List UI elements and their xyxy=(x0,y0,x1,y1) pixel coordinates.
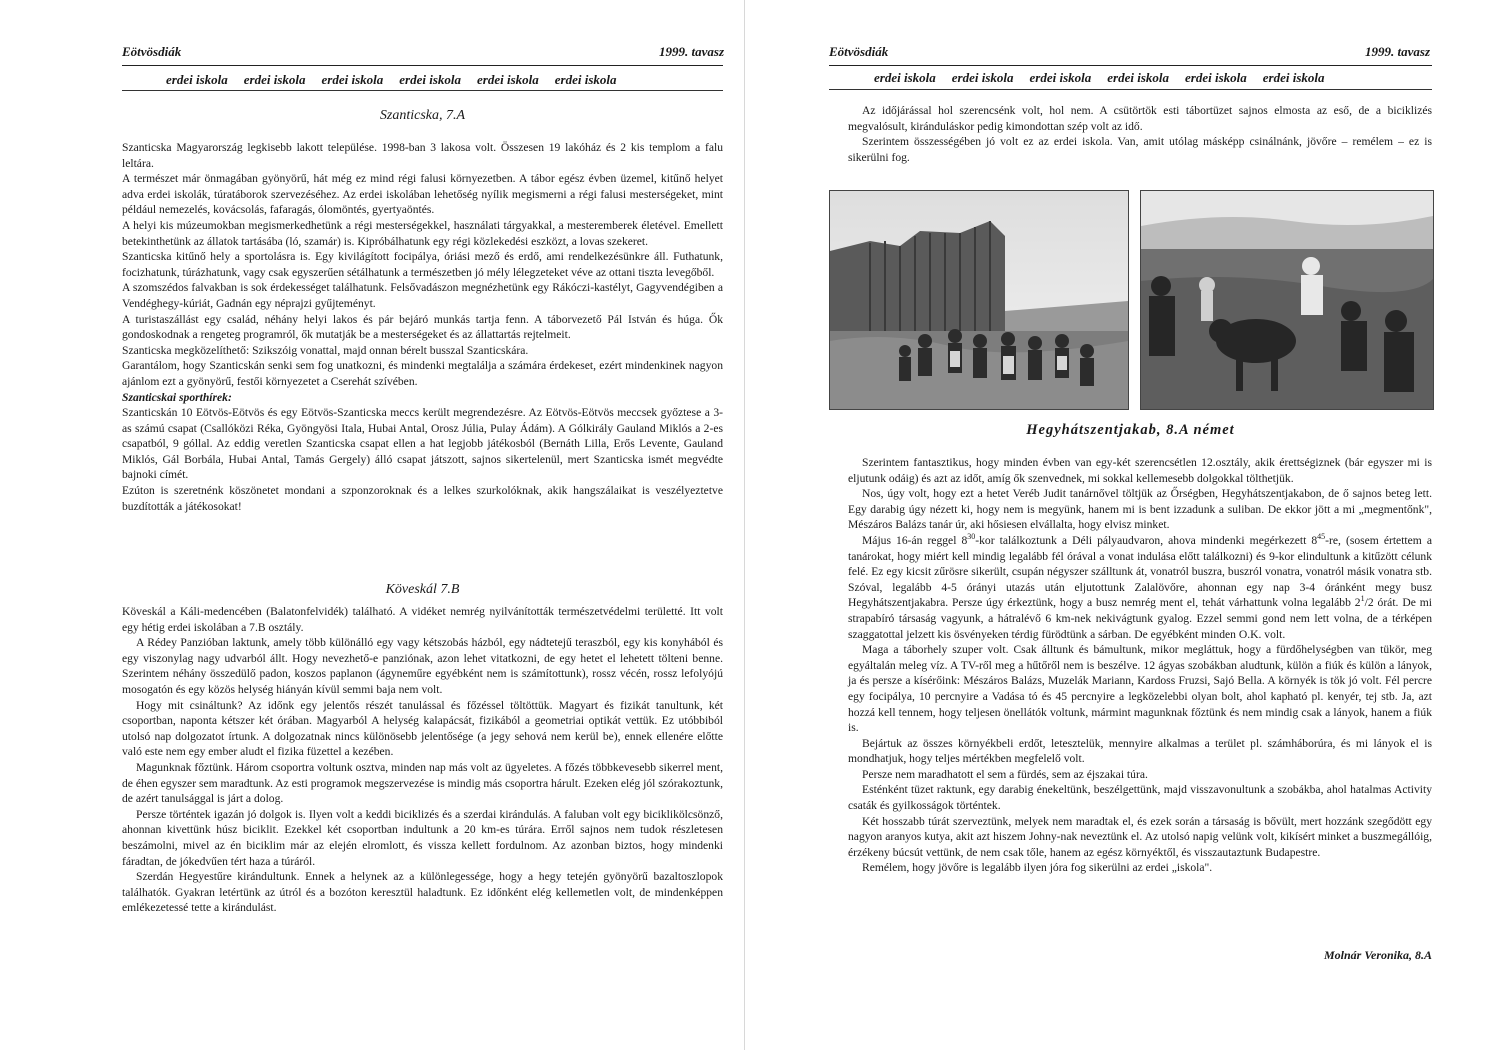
sub-heading: Szanticskai sporthírek: xyxy=(122,390,232,404)
header-title: Eötvösdiák xyxy=(122,44,182,59)
photo-cliff-group-image xyxy=(830,191,1128,409)
paragraph: Esténként tüzet raktunk, egy darabig énekeltünk, beszélgettünk, majd visszavonultunk a szobákba, ahol hatalmas Activity csaták és gyilkosságok történtek. xyxy=(848,783,1432,813)
section-tags xyxy=(166,72,633,88)
article-body xyxy=(848,455,1432,876)
paragraph: Persze nem maradhatott el sem a fürdés, sem az éjszakai túra. xyxy=(862,767,1148,781)
paragraph: Szerdán Hegyestűre kirándultunk. Ennek a helynek az a különlegessége, hogy a hegy tetején gyönyörű bazaltoszlopok találhatók. Gyakran letértünk az útról és a bozóton keresztül haladtunk. Ez időnként elég kellemetlen volt, de mindenképpen emlékezetessé tette a kirándulást. xyxy=(122,870,723,915)
paragraph: Maga a táborhely szuper volt. Csak álltunk és bámultunk, mikor megláttuk, hogy a fürdőhelységben van tükör, meg egyáltalán meleg víz. A TV-ről meg a hűtőről nem is beszélve. 12 ágyas szobákban aludtunk, külön a fiúk és külön a lányok, ja és persze a kísérőink: Mészáros Balázs, Muzelák Mariann, Kardoss Fruzsi, Sajó Bella. A környék is tök jó volt. Fél percre egy focipálya, 10 percnyire a Vadása tó és 45 percnyire a legközelebbi olyan bolt, ahol kapható pl. kenyér, tej stb. Ja, azt hozzá kell tennem, hogy teljesen önellátók voltunk, mármint magunknak főztünk és nem mindig csak a lányok, hanem a fiúk is. xyxy=(848,643,1432,735)
left-page xyxy=(0,0,744,1050)
photo-field-group xyxy=(1140,190,1434,410)
paragraph: Köveskál a Káli-medencében (Balatonfelvidék) található. A vidéket nemrég nyilvánították természetvédelmi területté. Itt volt egy hétig erdei iskolában a 7.B osztály. xyxy=(122,605,723,634)
paragraph: Remélem, hogy jövőre is legalább ilyen jóra fog sikerülni az erdei „iskola". xyxy=(862,861,1213,875)
photo-cliff-group xyxy=(829,190,1129,410)
section-tag: erdei iskola xyxy=(399,72,461,87)
paragraph: Szanticska kitűnő hely a sportolásra is. Egy kivilágított focipálya, óriási mező és erdő, ami rendelkezésünkre áll. Futhatunk, focizhatunk, túrázhatunk, vagy csak egyszerűen sétálhatunk a természetben jó mély lélegzeteket véve az ottani tiszta levegőből. xyxy=(122,250,723,279)
article-title: Szanticska, 7.A xyxy=(379,108,466,123)
header-title: Eötvösdiák xyxy=(829,44,889,59)
paragraph: Garantálom, hogy Szanticskán senki sem fog unatkozni, és mindenki megtalálja a számára érdekeset, ezért mindenkinek nagyon ajánlom ezt a gyönyörű, festői környezetet a Cserehát szívében. xyxy=(122,359,723,388)
paragraph: Ezúton is szeretnénk köszönetet mondani a szponzoroknak és a lelkes szurkolóknak, akik hangszálaikat is veszélyeztetve buzdították a játékosokat! xyxy=(122,484,723,513)
paragraph-travel: Május 16-án reggel $8^{30}$-kor találkoztunk a Déli pályaudvaron, ahova mindenki megérkezett $8^{45}-re$, (sosem értettem a tanárokat, hogy miért kell mindig legalább fél órával a vonat indulása előtt találkozni) és 9-kor elindultunk a kitűzött célunk felé. Ez egy kicsit zűrösre sikerült, csupán négyszer szálltunk át, vonatról buszra, buszról vonatra, vonatról másik vonatra stb. Szóval, legalább 4-5 órányi utazás után eljutottunk Zalalövőre, ahonnan egy nap 3-4 óránként megy busz Hegyhátszentjakabra. Persze úgy érkeztünk, hogy a busz nemrég ment el, tehát várhattunk volna legalább $2^1/2$ órát. De mi strapabíró társaság vagyunk, a hátralévő 6 km-nek nekivágtunk gyalog. Ezzel semmi gond nem lett volna, de a térképen szaggatottal jelzett kis ösvényeken térdig fürödtünk a sárban. De egyébként minden O.K. volt. xyxy=(848,532,1432,641)
header-rule xyxy=(829,65,1432,66)
section-tag: erdei iskola xyxy=(243,72,306,87)
section-tag: erdei iskola xyxy=(321,72,384,87)
article-body xyxy=(122,140,723,514)
paragraph: Az időjárással hol szerencsénk volt, hol nem. A csütörtök esti tábortüzet sajnos elmosta az eső, de a biciklizés megvalósult, kiránduláskor pedig kimondottan szép volt az idő. xyxy=(848,104,1432,133)
article-body xyxy=(122,604,723,916)
section-tag: erdei iskola xyxy=(554,72,617,87)
header-date: 1999. tavasz xyxy=(1365,44,1430,59)
paragraph: A természet már önmagában gyönyörű, hát még ez mind régi falusi környezetben. A tábor egész évben üzemel, kitűnő helyet adva erdei iskolák, túratáborok szervezéséhez. Az erdei iskolában lehetőség nyílik megismerni a régi falusi mesterségeket, mint például nemezelés, kovácsolás, fafaragás, ólomöntés, gyertyaöntés. xyxy=(122,172,723,217)
article-body xyxy=(848,103,1432,165)
section-tag: erdei iskola xyxy=(1029,70,1092,85)
header-date: 1999. tavasz xyxy=(659,44,724,59)
section-tag: erdei iskola xyxy=(166,72,228,87)
section-tag: erdei iskola xyxy=(874,70,936,85)
paragraph: A helyi kis múzeumokban megismerkedhetünk a régi mesterségekkel, használati tárgyakkal, a mesteremberek életével. Emellett betekinthetünk az állatok tartásába (ló, szamár) is. Kipróbálhatunk egy régi közlekedési eszközt, a lovas szekeret. xyxy=(122,218,723,248)
paragraph: Bejártuk az összes környékbeli erdőt, letesztelük, mennyire alkalmas a terület pl. számháborúra, és mi lányok el is mondhatjuk, hogy teljes mértékben megfelelő volt. xyxy=(848,736,1432,766)
author-signature: Molnár Veronika, 8.A xyxy=(1323,948,1432,962)
paragraph: Nos, úgy volt, hogy ezt a hetet Veréb Judit tanárnővel töltjük az Őrségben, Hegyhátszentjakabon, de ő sajnos beteg lett. Egy darabig úgy nézett ki, hogy nem is megyünk, hanem mi is bent izzadunk a suliban. De ekkor jött a mi „megmentőnk", Mészáros Balázs tanár úr, aki hősiesen elvállalta, hogy elvisz minket. xyxy=(848,487,1432,532)
paragraph: A szomszédos falvakban is sok érdekességet találhatunk. Felsővadászon megnézhetünk egy Rákóczi-kastélyt, Gagyvendégiben a Vendéghegy-kúriát, Gadnán egy néprajzi gyűjteményt. xyxy=(122,281,723,310)
paragraph: Szerintem összességében jó volt ez az erdei iskola. Van, amit utólag másképp csinálnánk, jövőre – remélem – ez is sikerülni fog. xyxy=(848,135,1432,164)
paragraph: A Rédey Panzióban laktunk, amely több különálló egy vagy kétszobás házból, egy nádtetejű teraszból, egy kis konyhából és egy viszonylag nagy udvarból állt. Hogy nevezhető-e panziónak, azon lehet vitatkozni, de egy hetet el lehetett tölteni benne. Szerintem néhány összedülő padon, koszos paplanon (ágyneműre egyébként nem is számítottunk), rossz vécén, rossz lefolyójú mosogatón és egy közös helység hiányán kívül semmi baja nem volt. xyxy=(122,636,723,696)
photo-field-group-image xyxy=(1141,191,1433,409)
section-tag: erdei iskola xyxy=(1107,70,1169,85)
header-rule xyxy=(122,65,723,66)
paragraph: A turistaszállást egy család, néhány helyi lakos és pár bejáró munkás tartja fenn. A táborvezető Pál István és húga. Ők gondoskodnak a rengeteg programról, ők mutatják be a mesterségeket és az állattartás rejtelmeit. xyxy=(122,312,723,342)
paragraph: Szanticska Magyarország legkisebb lakott települése. 1998-ban 3 lakosa volt. Összesen 19 lakóház és 2 kis templom a falu leltára. xyxy=(122,141,723,170)
paragraph: Persze történtek igazán jó dolgok is. Ilyen volt a keddi biciklizés és a szerdai kirándulás. A faluban volt egy biciklikölcsönző, ahonnan kivettünk húsz biciklit. Ezekkel két csoportban indultunk a 20 km-es túrára. Erről sajnos nem tudok részletesen beszámolni, mivel az én biciklim már az elején elromlott, és vissza kellett fordulnom. Az azonban biztos, hogy mindenki fáradtan, de jókedvűen tért haza a túráról. xyxy=(122,807,723,868)
article-title: Köveskál 7.B xyxy=(385,582,460,597)
paragraph: Két hosszabb túrát szerveztünk, melyek nem maradtak el, és ezek során a társaság is bővült, mert hozzánk szegődött egy nagyon aranyos kutya, akit azt hiszem Johny-nak neveztünk el. Az utolsó napig velünk volt, kikísért minket a buszmegállóig, érzékeny búcsút vettünk, de nem csak tőle, hanem az egész környéktől, és visszautaztunk Budapestre. xyxy=(848,814,1432,859)
article-title: Hegyhátszentjakab, 8.A német xyxy=(1026,422,1235,438)
tags-rule xyxy=(829,89,1432,90)
paragraph: Szanticskán 10 Eötvös-Eötvös és egy Eötvös-Szanticska meccs került megrendezésre. Az Eötvös-Eötvös meccsek győztese a 3-as számú csapat (Csallóközi Réka, Gyöngyösi Itala, Hubai Antal, Orosz Júlia, Pulay Ádám). A Gólkirály Gauland Miklós a 2-es csapatból, 9 góllal. Az eddig veretlen Szanticska csapat ellen a hat legjobb játékosból (Bernáth Lilla, Erős Levente, Gauland Miklós, Gál Borbála, Hubai Antal, Tamás Gergely) álló csapat játszott, sajnos sikertelenül, mert Szanticska ismét megvédte bajnoki címét. xyxy=(122,406,723,482)
section-tag: erdei iskola xyxy=(477,72,539,87)
section-tag: erdei iskola xyxy=(951,70,1014,85)
section-tags xyxy=(874,70,1341,86)
right-page xyxy=(745,0,1489,1050)
paragraph: Magunknak főztünk. Három csoportra voltunk osztva, minden nap más volt az ügyeletes. A főzés többkevesebb sikerrel ment, de éhen egyszer sem maradtunk. Az esti programok megszervezése is mindig más csoportra hárult. Ezeken elég jól szórakoztunk, de azért tanulsággal is járt a dolog. xyxy=(122,760,723,806)
paragraph: Szanticska megközelíthető: Szikszóig vonattal, majd onnan bérelt busszal Szanticskára. xyxy=(122,343,529,357)
paragraph: Hogy mit csináltunk? Az időnk egy jelentős részét tanulással és főzéssel töltöttük. Magyart és fizikát tanultunk, két csoportban, naponta kétszer két órában. Magyarból A helység kalapácsát, fizikából a geometriai optikát vettük. Ez utóbbiból utolsó nap dolgozatot írtunk. A dolgozatnak nincs különösebb jelentősége (a jegy sehová nem kerül be), ennek ellenére előtte való este nem egy ember aludt el fizika füzettel a kezében. xyxy=(122,698,723,759)
section-tag: erdei iskola xyxy=(1185,70,1247,85)
section-tag: erdei iskola xyxy=(1262,70,1325,85)
paragraph: Szerintem fantasztikus, hogy minden évben van egy-két szerencsétlen 12.osztály, akik érettségiznek (bár egyszer mi is eljutunk odáig) és azt az időt, amíg ők szenvednek, mi sokkal kellemesebb dolgokkal tölthetjük. xyxy=(848,456,1432,485)
tags-rule xyxy=(122,90,723,91)
